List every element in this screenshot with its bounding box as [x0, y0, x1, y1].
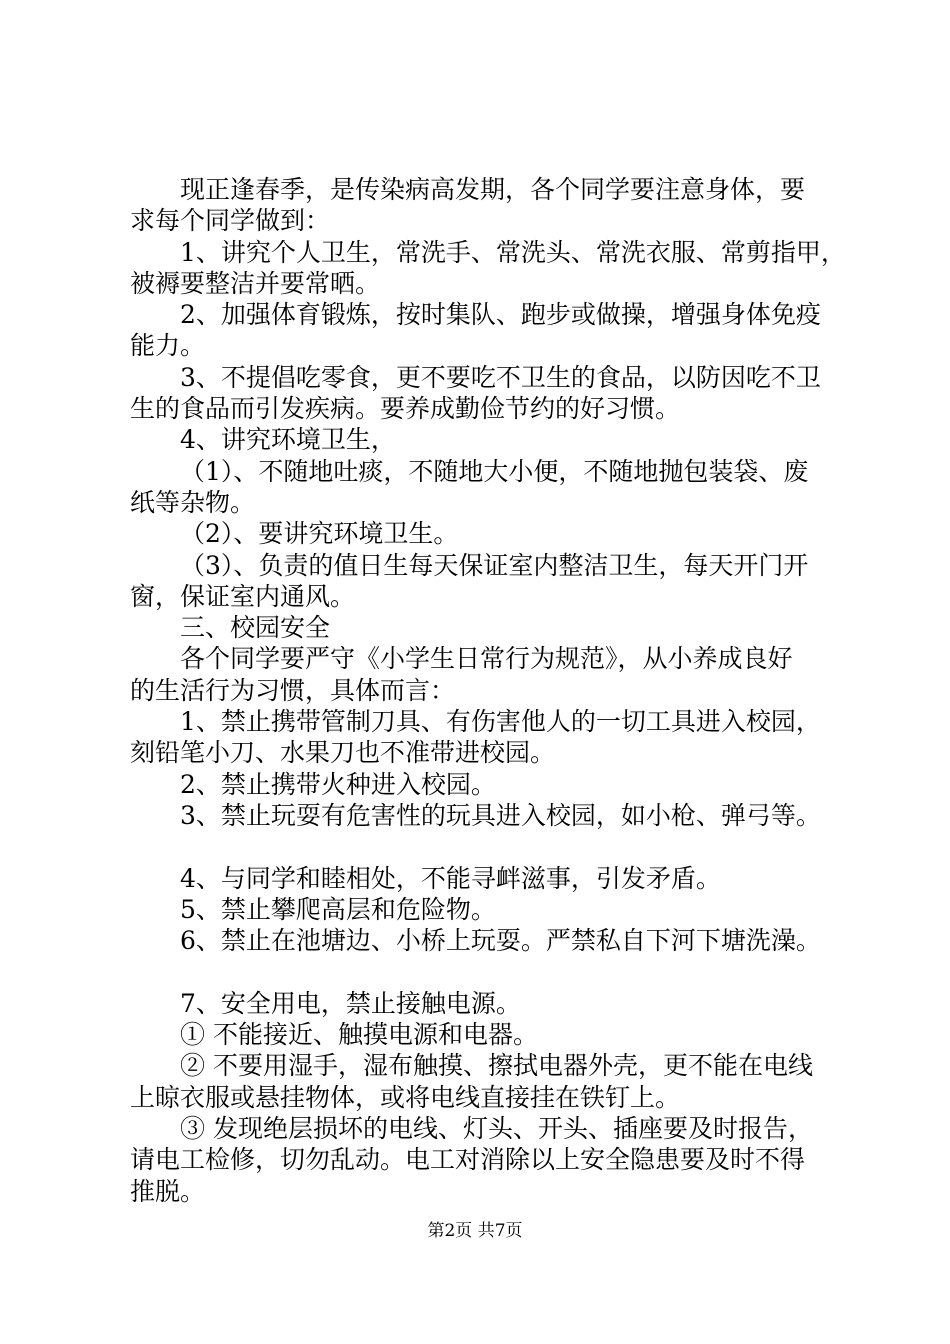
list-item: 3、不提倡吃零食，更不要吃不卫生的食品，以防因吃不卫 [180, 362, 821, 392]
paragraph-line: 窗，保证室内通风。 [130, 581, 356, 611]
section-heading: 三、校园安全 [180, 613, 331, 643]
paragraph-line: 现正逢春季，是传染病高发期，各个同学要注意身体，要 [180, 175, 806, 204]
paragraph-line: 被褥要整洁并要常晒。 [130, 268, 381, 298]
list-item: ② 不要用湿手，湿布触摸、擦拭电器外壳，更不能在电线 [180, 1051, 813, 1081]
list-item: 6、禁止在池塘边、小桥上玩耍。严禁私自下河下塘洗澡。 [180, 926, 821, 956]
document-body [130, 174, 846, 1207]
list-item: ③ 发现绝层损坏的电线、灯头、开头、插座要及时报告， [180, 1113, 813, 1143]
blank-line [130, 831, 830, 862]
paragraph-line: 上晾衣服或悬挂物体，或将电线直接挂在铁钉上。 [130, 1082, 681, 1112]
list-item: （1）、不随地吐痰，不随地大小便，不随地抛包装袋、废 [180, 456, 809, 486]
paragraph-line: 的生活行为习惯，具体而言： [130, 675, 456, 705]
list-item: 4、与同学和睦相处，不能寻衅滋事，引发矛盾。 [180, 863, 721, 893]
list-item: 1、禁止携带管制刀具、有伤害他人的一切工具进入校园， [180, 707, 821, 737]
list-item: 2、禁止携带火种进入校园。 [180, 769, 496, 799]
list-item: 2、加强体育锻炼，按时集队、跑步或做操，增强身体免疫 [180, 300, 821, 330]
paragraph-line: 求每个同学做到： [130, 206, 331, 236]
paragraph-line: 推脱。 [130, 1176, 206, 1206]
blank-line [130, 956, 830, 987]
paragraph-line: 请电工检修，切勿乱动。电工对消除以上安全隐患要及时不得 [130, 1145, 806, 1175]
paragraph-line: 能力。 [130, 331, 206, 361]
paragraph-line: 生的食品而引发疾病。要养成勤俭节约的好习惯。 [130, 394, 681, 424]
list-item: （2）、要讲究环境卫生。 [180, 519, 459, 549]
list-item: 3、禁止玩耍有危害性的玩具进入校园，如小枪、弹弓等。 [180, 800, 821, 830]
list-item: 5、禁止攀爬高层和危险物。 [180, 894, 496, 924]
paragraph-line: 刻铅笔小刀、水果刀也不准带进校园。 [130, 738, 556, 768]
list-item: 7、安全用电，禁止接触电源。 [180, 988, 521, 1018]
list-item: 4、讲究环境卫生， [180, 425, 396, 455]
list-item: （3）、负责的值日生每天保证室内整洁卫生，每天开门开 [180, 550, 809, 580]
list-item: 1、讲究个人卫生，常洗手、常洗头、常洗衣服、常剪指甲， [180, 237, 846, 267]
page-number: 第2页 共7页 [427, 1221, 523, 1241]
paragraph-line: 纸等杂物。 [130, 487, 256, 517]
list-item: ① 不能接近、触摸电源和电器。 [180, 1020, 538, 1050]
paragraph-line: 各个同学要严守《小学生日常行为规范》，从小养成良好 [180, 644, 793, 674]
